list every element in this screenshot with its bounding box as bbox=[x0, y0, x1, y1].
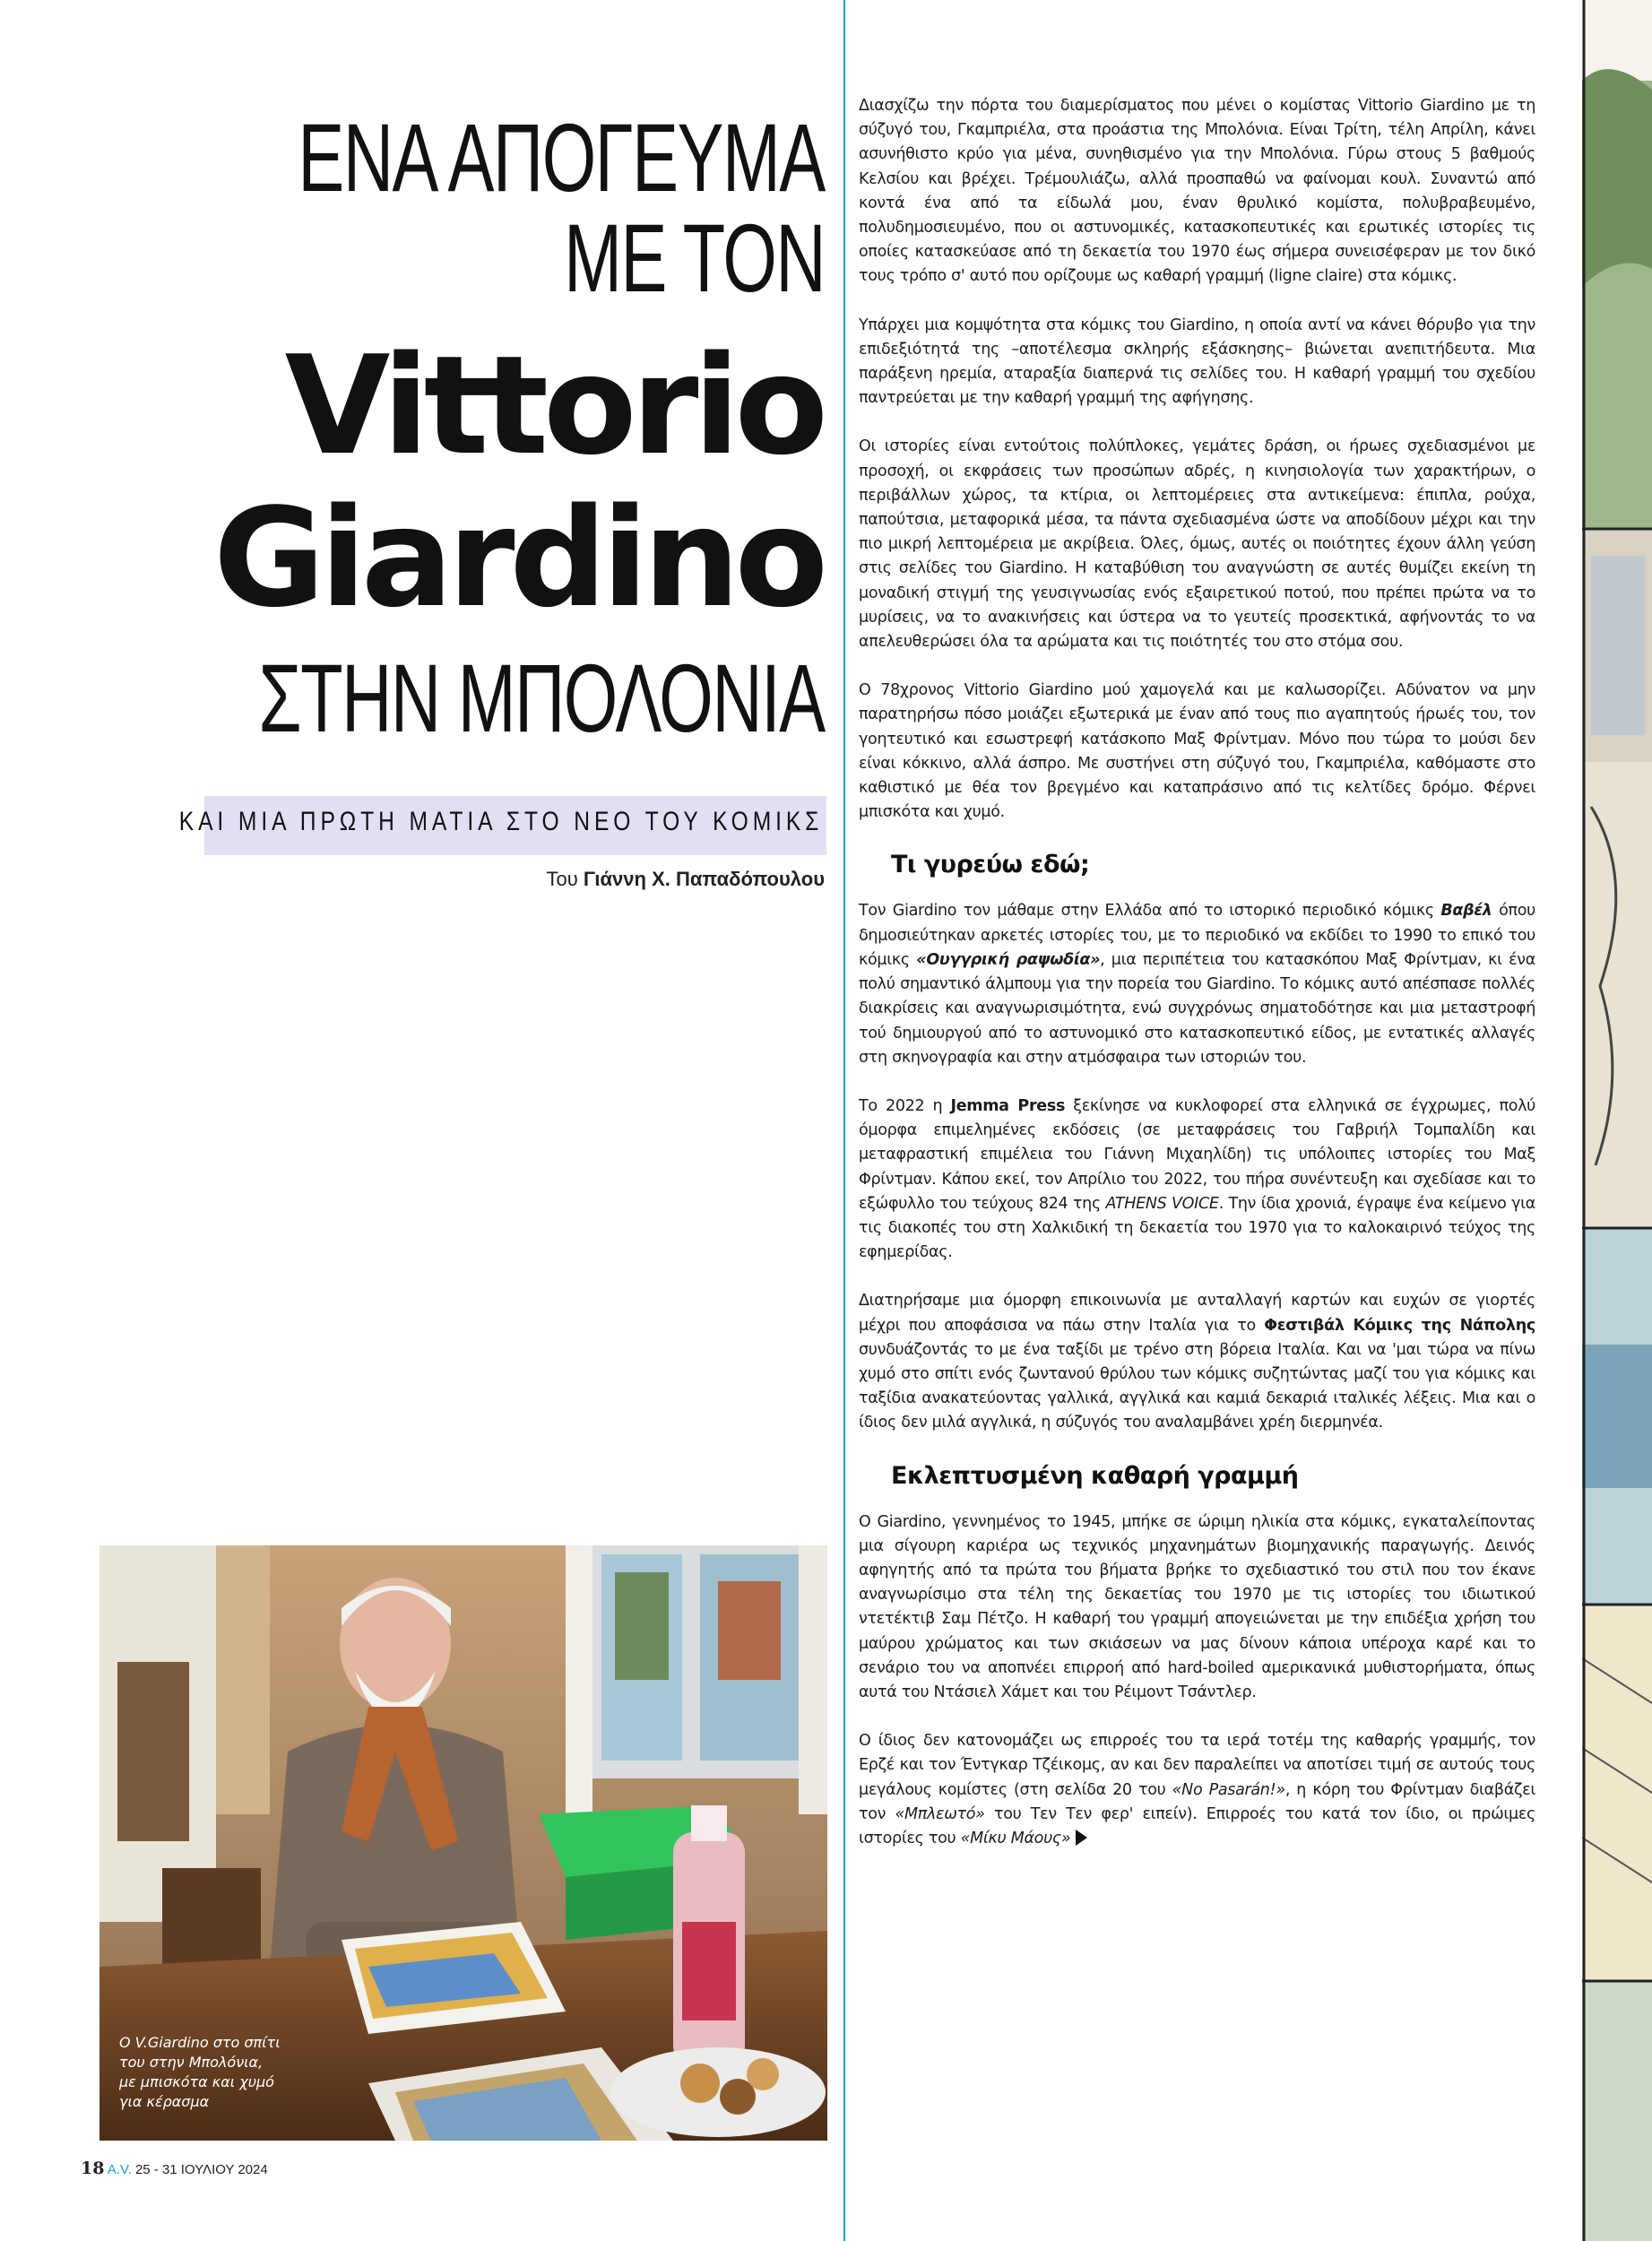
section-heading: Εκλεπτυσμένη καθαρή γραμμή bbox=[891, 1461, 1299, 1490]
section-heading: Τι γυρεύω εδώ; bbox=[891, 851, 1090, 879]
column-divider bbox=[843, 0, 845, 2241]
emphasis-title: «No Pasarán!» bbox=[1172, 1780, 1285, 1799]
text-run: Το 2022 η bbox=[859, 1096, 943, 1115]
emphasis-title: «Μπλεωτό» bbox=[895, 1804, 985, 1823]
issue-date: 25 - 31 ΙΟΥΛΙΟΥ 2024 bbox=[134, 2162, 268, 2177]
paragraph: Ο 78χρονος Vittorio Giardino μού χαμογελά και με καλωσορίζει. Αδύνατον να μην παρατηρήσω πόσο μοιάζει εξωτερικά με έναν από τους πιο αγαπητούς ήρωές του, τον γοητευτικό και εσωστρεφή κατάσκοπο Μαξ Φρίντμαν. Μόνο που τώρα το μούσι δεν είναι κόκκινο, αλλά άσπρο. Με συστήνει στη σύζυγό του, Γκαμπριέλα, καθόμαστε στο καθιστικό με θέα τον βρεγμένο και καταπράσινο από τις κελτίδες δρόμο. Φέρνει μπισκότα και χυμό. bbox=[859, 681, 1535, 822]
page-number: 18 bbox=[81, 2159, 105, 2178]
headline-line-2: ΜΕ ΤΟΝ bbox=[564, 203, 825, 312]
text-run: Τον Giardino τον μάθαμε στην Ελλάδα από το ιστορικό περιοδικό κόμικς bbox=[859, 902, 1434, 921]
headline-name-first: Vittorio bbox=[284, 326, 823, 485]
subtitle: ΚΑΙ ΜΙΑ ΠΡΩΤΗ ΜΑΤΙΑ ΣΤΟ ΝΕΟ ΤΟΥ ΚΟΜΙΚΣ bbox=[178, 807, 823, 836]
byline-prefix: Του bbox=[546, 868, 578, 890]
paragraph bbox=[859, 1289, 1535, 1435]
page-footer bbox=[81, 2159, 268, 2178]
emphasis-babel: Βαβέλ bbox=[1440, 902, 1492, 921]
text-run: όπου δημοσιεύτηκαν αρκετές ιστορίες του, με το περιοδικό να εκδίδει το 1990 το επικό του κόμικς bbox=[859, 902, 1535, 969]
paragraph: Ο Giardino, γεννημένος το 1945, μπήκε σε ώριμη ηλικία στα κόμικς, εγκαταλείποντας μια σίγουρη καριέρα ως τεχνικός μηχανημάτων βιομηχανικής παραγωγής. Δεινός αφηγητής από τα πρώτα του βήματα βρήκε το σχεδιαστικό του στιλ που τον έκανε αναγνωρίσιμο στα τέλη της δεκαετίας του 1970 με τις ιστορίες του ιδιωτικού ντετέκτιβ Σαμ Πέτζο. Η καθαρή του γραμμή απογειώνεται με την επιδέξια χρήση του μαύρου χρώματος και των σκιάσεων να μας δίνουν κάποια υπέροχα καρέ και το σενάριο του να αποπνέει επιρροή από hard-boiled αμερικανικά μυθιστορήματα, όπως αυτά του Ντάσιελ Χάμετ και του Ρέιμοντ Τσάντλερ. bbox=[859, 1512, 1535, 1701]
paragraph bbox=[859, 899, 1535, 1069]
magazine-abbrev: A.V. bbox=[107, 2162, 132, 2177]
subtitle-band bbox=[178, 796, 826, 855]
paragraph bbox=[859, 1095, 1535, 1265]
photo-giardino-at-home bbox=[99, 1545, 827, 2141]
headline-line-1: ΕΝΑ ΑΠΟΓΕΥΜΑ bbox=[298, 103, 825, 212]
byline-author: Γιάννη Χ. Παπαδόπουλου bbox=[583, 868, 825, 890]
paragraph: Οι ιστορίες είναι εντούτοις πολύπλοκες, γεμάτες δράση, οι ήρωες σχεδιασμένοι με προσοχή, οι εκφράσεις των προσώπων αδρές, η κινησιολογία των χαρακτήρων, ο περιβάλλων χώρος, τα κτίρια, οι λεπτομέρειες στα αντικείμενα: έπιπλα, ρούχα, παπούτσια, μεταφορικά μέσα, τα πάντα σχεδιασμένα ώστε να αποδίδουν μέχρι και την πιο μικρή λεπτομέρεια με ακρίβεια. Όλες, όμως, αυτές οι ποιότητες έχουν άλλη γεύση στις σελίδες του Giardino. Η καταβύθιση του αναγνώστη σε αυτές θυμίζει εκείνη τη μοναδική στιγμή της γευσιγνωσίας ενός εξαιρετικού ποτού, που πρέπει πρώτα να το μυρίσεις, να το ανακινήσεις και ύστερα να το γευτείς προσεκτικά, αφήνοντάς το να απελευθερώσει όλα τα αρώματα και τις ποιότητές του στο στόμα σου. bbox=[859, 437, 1535, 652]
paragraph: Διασχίζω την πόρτα του διαμερίσματος που μένει ο κομίστας Vittorio Giardino με τη σύζυγό του, Γκαμπριέλα, στα προάστια της Μπολόνια. Είναι Τρίτη, τέλη Απρίλη, κάνει ασυνήθιστο κρύο για μένα, συνηθισμένο για την Μπολόνια. Γύρω στους 5 βαθμούς Κελσίου και βρέχει. Τρέμουλιάζω, αλλά προσπαθώ να φαίνομαι κουλ. Συναντώ από κοντά ένα από τα είδωλά μου, έναν θρυλικό κομίστα, πολυβραβευμένο, πολυδημοσιευμένο, που οι αστυνομικές, κατασκοπευτικές και ερωτικές ιστορίες τις οποίες κατασκεύασε από τη δεκαετία του 1970 έως σήμερα συνεισέφεραν με τον δικό τους τρόπο σ' αυτό που ορίζουμε ως καθαρή γραμμή (ligne claire) στα κόμικς. bbox=[859, 97, 1535, 286]
headline-line-5: ΣΤΗΝ ΜΠΟΛΟΝΙΑ bbox=[258, 644, 825, 752]
emphasis-title: «Μίκυ Μάους» bbox=[960, 1829, 1071, 1847]
text-run: Διατηρήσαμε μια όμορφη επικοινωνία με ανταλλαγή καρτών και ευχών σε γιορτές μέχρι που αποφάσισα να πάω στην Ιταλία για το bbox=[859, 1292, 1535, 1335]
text-run: συνδυάζοντάς το με ένα ταξίδι με τρένο στη βόρεια Ιταλία. Και να 'μαι τώρα να πίνω χυμό στο σπίτι ενός ζωντανού θρύλου των κόμικς συζητώντας μαζί του για κόμικς και ταξίδια ανακατεύοντας γαλλικά, αγγλικά και καμιά δεκαριά ιταλικές λέξεις. Μια και ο ίδιος δεν μιλά αγγλικά, η σύζυγός του αναλαμβάνει χρέη διερμηνέα. bbox=[859, 1340, 1535, 1432]
emphasis-festival: Φεστιβάλ Κόμικς της Νάπολης bbox=[1264, 1316, 1535, 1335]
text-run: του Τεν Τεν φερ' ειπείν). Επιρροές του κατά τον ίδιο, οι πρώιμες ιστορίες του bbox=[859, 1804, 1536, 1847]
comic-art-strip bbox=[1582, 0, 1652, 2241]
byline bbox=[546, 868, 825, 891]
adjacent-comic-art bbox=[1582, 0, 1652, 2241]
paragraph bbox=[859, 1729, 1535, 1851]
emphasis-title: «Ουγγρική ραψωδία» bbox=[916, 950, 1101, 969]
photo-caption: Ο V.Giardino στο σπίτι του στην Μπολόνια, με μπισκότα και χυμό για κέρασμα bbox=[119, 2034, 281, 2110]
text-run: Ο ίδιος δεν κατονομάζει ως επιρροές του τα ιερά τοτέμ της καθαρής γραμμής, τον Ερζέ και τον Έντγκαρ Τζέικομς, αν και δεν παραλείπει να αποτίσει τιμή σε αυτούς τους μεγάλους κομίστες (στη σελίδα 20 του bbox=[859, 1732, 1535, 1799]
article-body bbox=[859, 94, 1535, 1875]
emphasis-publisher: Jemma Press bbox=[950, 1096, 1066, 1115]
emphasis-magazine: ATHENS VOICE bbox=[1105, 1194, 1219, 1213]
text-run: , η κόρη του Φρίντμαν διαβάζει τον bbox=[859, 1780, 1535, 1823]
text-run: ξεκίνησε να κυκλοφορεί στα ελληνικά σε έγχρωμες, πολύ όμορφα επιμελημένες εκδόσεις (σε μεταφράσεις του Γαβριήλ Τομπαλίδη και μεταφραστική επιμέλεια του Γιάννη Μιχαηλίδη) τις υπόλοιπες ιστορίες του Μαξ Φρίντμαν. Κάπου εκεί, τον Απρίλιο του 2022, του πήρα συνέντευξη και σχεδίασε και το εξώφυλλο του τεύχους 824 της bbox=[859, 1096, 1536, 1213]
paragraph: Υπάρχει μια κομψότητα στα κόμικς του Giardino, η οποία αντί να κάνει θόρυβο για την επιδεξιότητά της –αποτέλεσμα σκληρής εξάσκησης– βιώνεται ανεπιτήδευτα. Μια παράξενη ηρεμία, αταραξία διαπερνά τις σελίδες του. Η καθαρή γραμμή του σχεδίου παντρεύεται με την καθαρή γραμμή της αφήγησης. bbox=[859, 316, 1535, 408]
continue-arrow-icon bbox=[1076, 1830, 1087, 1846]
headline-name-last: Giardino bbox=[213, 479, 823, 637]
text-run: , μια περιπέτεια του κατασκόπου Μαξ Φρίντμαν, κι ένα πολύ σημαντικό άλμπουμ για την πορεία του Giardino. Το κόμικς αυτό απέσπασε πολλές διακρίσεις και αναγνωρισιμότητα, ενώ συγχρόνως σηματοδότησε και μια μεταστροφή τού δημιουργού από το αστυνομικό στο κατασκοπευτικό είδος, με εντατικές αλλαγές στη σκηνογραφία και στην ατμόσφαιρα των ιστοριών του. bbox=[859, 950, 1535, 1067]
text-run: . Την ίδια χρονιά, έγραψε ένα κείμενο για τις διακοπές του στη Χαλκιδική τη δεκαετία του 1970 για το καλοκαιρινό τεύχος της εφημερίδας. bbox=[859, 1194, 1536, 1262]
